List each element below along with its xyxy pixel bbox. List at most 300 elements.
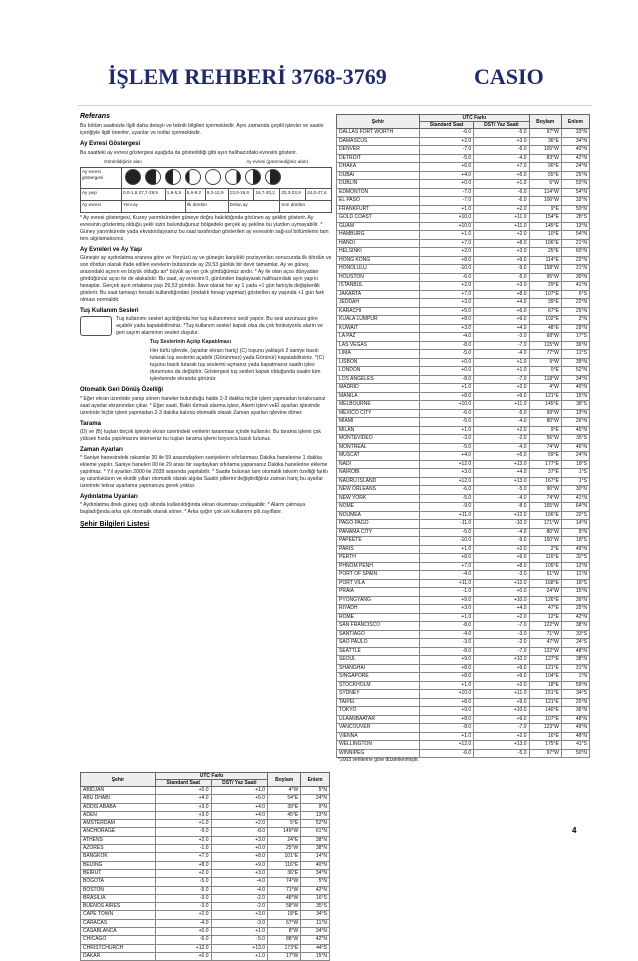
section-heading: Şehir Bilgileri Listesi [80,521,150,529]
paragraph: * Ay evresi göstergesi, Kuzey yarımküreden güneye doğru bakıldığında görünen ay şeklini gösterir. Ay evresinin gösterimş olduğu şekli sizin bulunduğunuz bölgedeki gerçek ay şekline bu yüzden uymayabilir. * Güney yarımkürede yada ekvatordaysanız bu saat tarafından gösterilen ay evresinin sağ-sol bölümlerini tam ters algılamalısınız. [80,214,329,242]
longitude: 149°W [268,828,301,836]
latitude: 38°N [561,656,589,665]
table-row [337,409,590,418]
std-time: +12.0 [420,460,474,469]
table-row [81,928,330,936]
city-name: PRAIA [337,588,420,597]
table-row [337,647,590,656]
table-row [337,494,590,503]
latitude: 36°N [561,707,589,716]
dst-time: -3.0 [474,333,529,342]
paragraph: * Eğer ekran üzerinde yanıp sönen haneler bulunduğu halde 2-3 dakika hiçbir işlem yapmadan bırakırsanız saat ayarlar ekranından çıkar. * Eğer saati, Baklı türmalı alarma işlevi, Alarm işlevi veEİ ayarları işlevinde üzerinde hiçbir işlem yapmadan 2-3 dakika kalırsa otomatik olarak Zaman ayarları işlevine döner. [80,395,326,416]
latitude: 28°S [561,214,589,223]
dst-time: +12.0 [474,511,529,520]
std-time: +2.0 [156,869,212,877]
std-time: -4.0 [420,571,474,580]
longitude: 17°W [268,952,301,960]
table-row [337,528,590,537]
latitude: 18°S [561,460,589,469]
longitude: 121°E [529,664,561,673]
city-name: HONOLULU [337,265,420,274]
table-row [337,367,590,376]
dst-time: +9.0 [474,673,529,682]
latitude: 11°N [301,919,330,927]
city-name: RIYADH [337,605,420,614]
table-row [337,571,590,580]
city-table-left [80,772,330,961]
std-time: +12.0 [156,944,212,952]
longitude: 6°W [529,180,561,189]
city-name: KUWAIT [337,324,420,333]
std-time: -8.0 [420,724,474,733]
longitude: 166°E [529,511,561,520]
dst-time: -7.0 [474,341,529,350]
latitude: 32°S [561,554,589,563]
table-row [337,715,590,724]
city-name: SINGAPORE [337,673,420,682]
longitude: 126°E [529,596,561,605]
col-std: Standard Saat [420,122,474,129]
city-name: CAPE TOWN [81,911,156,919]
longitude: 145°E [529,401,561,410]
table-row [337,146,590,155]
city-name: LOS ANGELES [337,375,420,384]
dst-time: +2.0 [474,732,529,741]
longitude: 154°E [529,214,561,223]
latitude: 61°N [301,828,330,836]
latitude: 38°N [561,622,589,631]
dst-time: +9.0 [474,392,529,401]
dst-time: +9.0 [474,316,529,325]
std-time: +7.0 [156,853,212,861]
latitude: 33°N [561,129,589,138]
table-row [337,256,590,265]
dst-time: -5.0 [474,129,529,138]
std-time: +2.0 [156,836,212,844]
city-name: ROME [337,613,420,622]
last-quarter-icon [245,169,261,185]
dst-time: +9.0 [474,664,529,673]
city-name: CHICAGO [81,936,156,944]
longitude: 121°E [529,698,561,707]
latitude: 12°N [561,562,589,571]
std-time: -8.0 [420,375,474,384]
city-name: PORT VILA [337,579,420,588]
latitude: 35°S [561,435,589,444]
dst-time: -4.0 [474,350,529,359]
table-row [337,375,590,384]
longitude: 39°E [268,803,301,811]
table-row [81,811,330,819]
dst-time: -8.0 [211,828,268,836]
footnote: *2003 verilerine göre düzenlenmiştir. [338,757,419,763]
section-heading: Tuş Kullanım Sesleri [80,308,139,315]
city-name: WINNIPEG [337,749,420,758]
longitude: 24°W [529,588,561,597]
city-name: AMSTERDAM [81,820,156,828]
table-row [337,622,590,631]
std-time: -8.0 [420,647,474,656]
city-name: AZORES [81,845,156,853]
latitude: 1°S [561,477,589,486]
table-row [337,239,590,248]
std-time: -7.0 [420,146,474,155]
dst-time: +4.0 [211,803,268,811]
dst-time: +6.0 [474,307,529,316]
longitude: 104°E [529,673,561,682]
city-name: HOUSTON [337,273,420,282]
moon-row-label: Ay evresi göstergesi [81,167,122,188]
std-time: +12.0 [420,477,474,486]
std-time: -5.0 [420,443,474,452]
table-row [81,936,330,944]
latitude: 44°S [301,944,330,952]
paragraph: Güneşin ay aydınlatma oranına göre ve Yeryüzü ay ve güneşin karşılıklı pozisyonları sonucunda ilk dördün ve son dördün olarak ifade edilen evrelerin bütününde ay 29,53 günlük bir devir tamamlar. Ay ve güneş arasındaki açının en büyük olduğu an* büyük ayı en çok gördüğümüz andır. * Ay ile olan açısı dünyadan gördüğünüz açısı ile de alakalıdır. Bu saat, ay evresini 0, gününden başlayarak halihazırdaki ayın yaşını hesaplar. Gerçek ayın ortalama yaşı 29,53 gündür. İlave olarak her ay 1 yada +1 gün farkıyla değişkenlik gösterir. Bu saat tamsayı hesabı kullandığından (ondalık hesap yapmaz) gösterilen ay yaşında +1 gün fark olması normaldir. [80,255,332,304]
longitude: 68°W [529,333,561,342]
std-time: -10.0 [420,265,474,274]
city-name: SEATTLE [337,647,420,656]
std-time: +3.0 [420,605,474,614]
std-time: -6.0 [420,409,474,418]
std-time: +1.0 [420,231,474,240]
std-time: -8.0 [420,622,474,631]
longitude: 8°W [268,928,301,936]
dst-time: +2.0 [474,545,529,554]
std-time: -9.0 [420,503,474,512]
longitude: 45°E [268,811,301,819]
std-time: +7.0 [420,290,474,299]
longitude: 121°E [529,392,561,401]
moon-age: 9,3-12,9 [205,188,228,200]
longitude: 116°E [268,861,301,869]
dst-time: -10.0 [474,520,529,529]
longitude: 55°E [529,171,561,180]
latitude: 52°N [301,820,330,828]
city-name: GUAM [337,222,420,231]
dst-time: -7.0 [474,647,529,656]
city-name: ADDIS ABABA [81,803,156,811]
city-name: BEIRUT [81,869,156,877]
col-lat: Enlem [561,115,589,129]
longitude: 77°W [529,350,561,359]
std-time: +8.0 [420,698,474,707]
moon-age: 0,0-1,8 27,7-29,5 [122,188,166,200]
table-row [81,845,330,853]
table-row [81,820,330,828]
dst-time: -7.0 [474,622,529,631]
std-time: +8.0 [420,554,474,563]
latitude: 48°N [561,715,589,724]
left-column [80,112,332,530]
table-row [81,828,330,836]
dst-time: +2.0 [211,820,268,828]
first-quarter-icon [165,169,181,185]
latitude: 39°N [561,596,589,605]
latitude: 6°S [561,290,589,299]
std-time: +1.0 [420,205,474,214]
latitude: 35°S [301,903,330,911]
longitude: 151°E [529,690,561,699]
longitude: 114°W [529,188,561,197]
city-name: LONDON [337,367,420,376]
std-time: -5.0 [420,350,474,359]
dst-time: -4.0 [474,418,529,427]
std-time: +0.0 [420,180,474,189]
col-utc: UTC Farkı [156,773,268,780]
city-name: LIMA [337,350,420,359]
dst-time: -5.0 [474,749,529,758]
table-row [337,341,590,350]
std-time: -3.0 [156,894,212,902]
std-time: +4.0 [420,171,474,180]
table-row [337,460,590,469]
latitude: 24°N [561,452,589,461]
latitude: 41°N [561,282,589,291]
moon-phase-table [80,167,332,213]
std-time: +3.0 [420,299,474,308]
section-heading: Tarama [80,420,101,427]
dst-time: +10.0 [474,656,529,665]
longitude: 56°W [529,435,561,444]
longitude: 0°E [529,367,561,376]
city-name: KARACHI [337,307,420,316]
city-table-right [336,114,590,758]
dst-time: +3.0 [211,836,268,844]
subheading: Tuş Seslerinin Açılıp Kapatılması [150,339,232,346]
std-time: +8.0 [156,861,212,869]
latitude: 13°N [561,222,589,231]
latitude: 54°N [561,188,589,197]
col-city: Şehir [81,773,156,787]
std-time: +10.0 [420,222,474,231]
table-row [337,171,590,180]
longitude: 107°E [529,290,561,299]
table-row [337,231,590,240]
longitude: 165°W [529,503,561,512]
section-heading: Aydınlatma Uyarıları [80,493,138,500]
table-row [81,869,330,877]
page-number: 4 [572,826,577,835]
latitude: 25°N [561,307,589,316]
table-row [337,205,590,214]
longitude: 36°E [268,869,301,877]
city-name: MILAN [337,426,420,435]
moon-icons [122,167,332,188]
latitude: 41°N [561,494,589,503]
waning-gibbous-icon [225,169,241,185]
longitude: 171°W [529,520,561,529]
paragraph: Bu bölüm saatinizle ilgili daha detaylı ve teknik bilgileri içermektedir. Aynı zamanda çeşitli işlevler ve saatin içeriğiyle ilgili öneriler, uyarılar ve notlar içermektedir. [80,123,324,137]
city-name: NAURU ISLAND [337,477,420,486]
table-row [337,596,590,605]
std-time: +2.0 [420,282,474,291]
dst-time: -9.0 [474,537,529,546]
longitude: 37°E [529,469,561,478]
paragraph: Tuş kullanımı sesleri açıldığında her tuş kullanımınız sesli yapılır. Bu sesi arzunuza göre açabilir yada kapatabilirsiniz. *Tuş kullanım sesleri kapalı olsa da çok fonksiyonlu alarm ve geri sayım alarmının sesleri duyulur. [116,316,323,337]
table-row [337,698,590,707]
city-name: SAO PAULO [337,639,420,648]
dst-time: -6.0 [474,197,529,206]
dst-time: +3.0 [474,248,529,257]
latitude: 18°S [561,579,589,588]
latitude: 40°N [561,146,589,155]
city-name: CASABLANCA [81,928,156,936]
city-name: SHANGHAI [337,664,420,673]
city-name: DUBLIN [337,180,420,189]
longitude: 48°E [529,324,561,333]
table-row [337,197,590,206]
city-name: LA PAZ [337,333,420,342]
dst-time: +1.0 [211,787,268,795]
std-time: +9.0 [420,656,474,665]
city-name: STOCKHOLM [337,681,420,690]
longitude: 80°W [529,418,561,427]
city-name: SYDNEY [337,690,420,699]
latitude: 15°N [561,392,589,401]
city-name: TOKYO [337,707,420,716]
latitude: 18°S [561,537,589,546]
col-lon: Boylam [268,773,301,787]
city-name: DENVER [337,146,420,155]
moon-age: 1,9-5,5 [165,188,185,200]
city-name: EDMONTON [337,188,420,197]
latitude: 38°N [301,836,330,844]
std-time: +1.0 [420,613,474,622]
table-row [337,545,590,554]
longitude: 71°W [268,886,301,894]
table-row [81,795,330,803]
longitude: 118°W [529,375,561,384]
moon-age: 20,3-23,9 [280,188,306,200]
table-row [337,222,590,231]
table-row [337,673,590,682]
latitude: 21°N [561,265,589,274]
table-row [337,579,590,588]
std-time: -5.0 [156,886,212,894]
city-name: MEXICO CITY [337,409,420,418]
longitude: 67°E [529,307,561,316]
table-row [337,690,590,699]
paragraph: * Aydınlatma direk güneş ışığı altında kullanıldığında ekran okunması zorlaşabilir. * Alarm çalmaya başladığında arka ışık otomatik olarak söner. * Arka ışığın çok sık kullanımı pili zayıflatır. [80,501,306,515]
city-name: ANCHORAGE [81,828,156,836]
std-time: +1.0 [420,681,474,690]
dst-time: +1.0 [211,952,268,960]
dst-time: +11.0 [474,222,529,231]
section-heading: Zaman Ayarları [80,446,123,453]
section-heading: Otomatik Geri Dönüş Özelliği [80,387,164,394]
longitude: 67°W [268,919,301,927]
table-row [337,741,590,750]
latitude: 52°N [561,367,589,376]
std-time: +0.0 [156,952,212,960]
latitude: 15°N [301,952,330,960]
std-time: -9.0 [156,828,212,836]
dst-time: +1.0 [211,928,268,936]
dst-time: +10.0 [474,596,529,605]
city-name: DAMASCUS [337,137,420,146]
table-row [81,952,330,960]
city-name: PYONGYANG [337,596,420,605]
dst-time: +5.0 [211,795,268,803]
table-row [337,214,590,223]
table-row [81,903,330,911]
table-row [81,944,330,952]
table-row [337,299,590,308]
latitude: 36°N [561,341,589,350]
dst-time: +3.0 [474,282,529,291]
dst-time: -8.0 [474,503,529,512]
dst-time: +2.0 [474,681,529,690]
std-time: +2.0 [420,248,474,257]
longitude: 123°W [529,724,561,733]
longitude: 29°E [529,282,561,291]
std-time: -5.0 [420,528,474,537]
longitude: 12°E [529,613,561,622]
std-time: +9.0 [420,596,474,605]
longitude: 47°W [529,639,561,648]
moon-phase: Yeni ay [122,200,186,212]
city-name: PAGO PAGO [337,520,420,529]
dst-time: +2.0 [474,205,529,214]
dst-time: +8.0 [474,239,529,248]
paragraph: (D) ve (B) tuşları birçok işlevde ekran üzerindeki verilerin taranması içinde kullanılır. Bu tarama işlemi çok yüksek hızda yapılmasını isterseniz bu tuşları tarama işlemi boyunca basılı tutunuz. [80,428,322,442]
col-lon: Boylam [529,115,561,129]
table-row [337,384,590,393]
city-name: NAIROBI [337,469,420,478]
latitude: 34°N [301,928,330,936]
longitude: 2°E [529,545,561,554]
longitude: 158°W [529,265,561,274]
city-name: MELBOURNE [337,401,420,410]
crescent-moon-icon [145,169,161,185]
dst-time: +9.0 [474,715,529,724]
latitude: 24°S [561,639,589,648]
table-row [337,392,590,401]
moon-phase: Dolun ay [228,200,280,212]
dst-time: +2.0 [474,613,529,622]
longitude: 150°W [529,537,561,546]
latitude: 25°N [561,171,589,180]
full-moon-icon [205,169,221,185]
city-name: SANTIAGO [337,630,420,639]
table-row [337,154,590,163]
dst-time: -7.0 [474,724,529,733]
latitude: 25°N [561,698,589,707]
new-moon-icon [125,169,141,185]
longitude: 97°W [529,129,561,138]
city-name: PORT OF SPAIN [337,571,420,580]
city-name: FRANKFURT [337,205,420,214]
dst-time: +1.0 [474,358,529,367]
table-row [337,630,590,639]
city-name: DETROIT [337,154,420,163]
dst-time: +2.0 [474,384,529,393]
table-row [81,787,330,795]
dst-time: +4.0 [474,299,529,308]
city-name: MANILA [337,392,420,401]
city-name: TAIPEI [337,698,420,707]
city-name: BEIJING [81,861,156,869]
latitude: 26°N [561,418,589,427]
std-time: +1.0 [420,426,474,435]
longitude: 102°E [529,316,561,325]
city-name: HANOI [337,239,420,248]
city-name: DAKAR [81,952,156,960]
std-time: +8.0 [420,316,474,325]
table-row [337,358,590,367]
latitude: 38°N [301,845,330,853]
city-name: BRASILIA [81,894,156,902]
